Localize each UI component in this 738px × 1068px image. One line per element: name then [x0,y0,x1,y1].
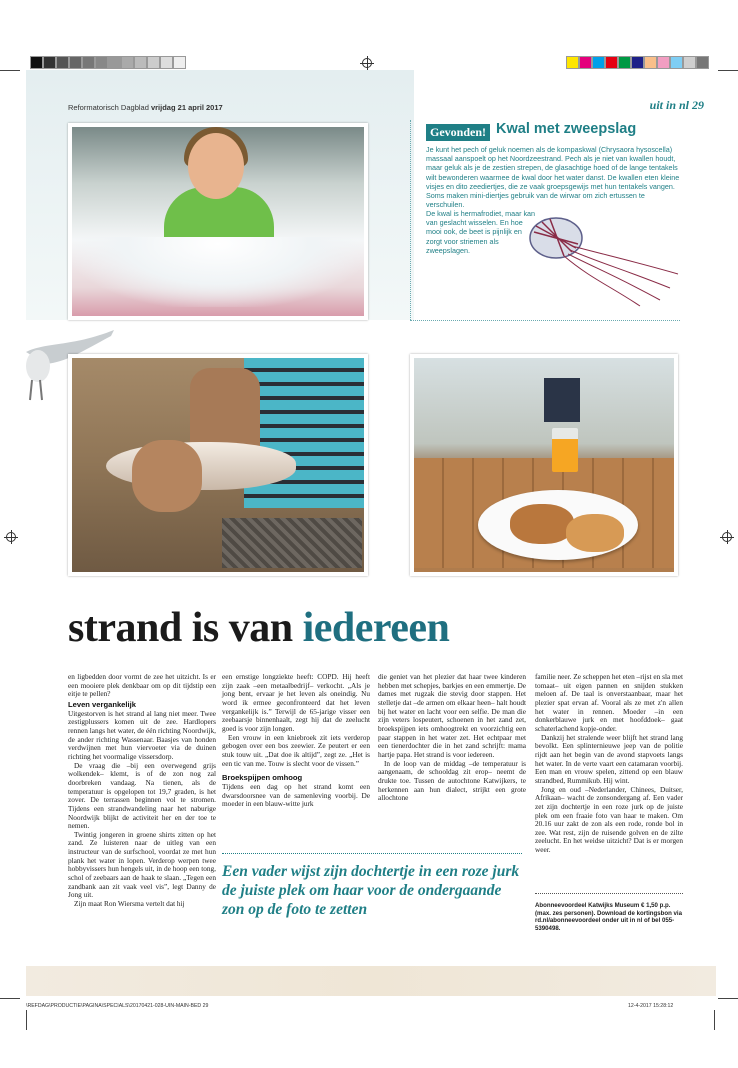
sidebar-divider-vertical [410,120,411,320]
fisherman-shorts [222,518,362,568]
subheading: Broekspijpen omhoog [222,773,303,783]
paragraph: en ligbedden door vormt de zee het uitzicht. Is er een mooiere plek denkbaar om op dit tijdstip een eitje te pellen? [68,672,216,699]
page-number: 29 [692,98,704,112]
registration-mark-top [362,58,372,68]
sidebar-text-2: De kwal is hermafrodiet, maar kan van geslacht wisselen. En hoe mooi ook, de beet is pijnlijk en zorgt voor striemen als zweepslagen. [426,209,536,255]
color-bar [566,56,709,69]
photo-surfer-girl [68,123,368,320]
found-badge: Gevonden! [426,124,490,141]
footer-band [26,966,716,996]
headline-part1: strand is van [68,605,293,651]
jellyfish-tentacles [564,246,678,306]
headline [68,604,449,652]
paragraph: een ernstige longziekte heeft: COPD. Hij heeft zijn zaak –een metaalbedrijf– verkocht. „Als je jong bent, ervaar je het leven als oneindig. Nu word ik ermee geconfronteerd dat het leven vergankelijk is.” Terwijl de 65-jarige visser een zeebaarsje binnenhaalt, zegt hij dat de zeelucht goed is voor zijn longen. [222,672,370,733]
crop-mark [0,70,20,71]
surfer-head [188,133,244,199]
section-name: uit in nl [649,98,689,112]
crop-mark [0,998,20,999]
paragraph: familie neer. Ze scheppen het eten –rijst en sla met tomaat– uit eigen pannen en snijden stukken meloen af. De taal is onverstaanbaar, maar het plezier spat ervan af. Vooral als ze met z'n allen het water in rennen. Moeder –in een donkerblauwe jurk en met hoofddoek– gaat schaterlachend kopje-onder. [535,672,683,733]
fisherman-hand [132,440,202,512]
paragraph: die geniet van het plezier dat haar twee kinderen hebben met schepjes, barkjes en een emmertje. De dames met rugzak die stevig door stappen. Het stelletje dat –de armen om elkaar heen– halt houdt bij het water en lacht voor een selfie. De man die zijn veters lospeutert, schoenen in het zand zet, broekspijpen iets omhoogtrekt en voorzichtig een paar stappen in het water zet. Het echtpaar met een tienerdochter die in het zand schrijft: mama hartje papa. Het strand is voor iedereen. [378,672,526,759]
paragraph: Tijdens een dag op het strand komt een dwarsdoorsnee van de samenleving voorbij. De moeder in een blauw-witte jurk [222,781,370,809]
file-path: \REFDAG\PRODUCTIE\PAGINA\SPECIALS\20170421-028-UIN-MAIN-BED 29 [26,1003,209,1009]
paragraph: Uitgestorven is het strand al lang niet meer. Twee zestigplussers komen uit de zee. Hardlopers rennen langs het water, de één richting Noordwijk, de ander richting Wassenaar. Baasjes van honden verdwijnen met hun viervoeter via de duinen richting het voormalige vissersdorp. [68,708,216,761]
paragraph: Dankzij het stralende weer blijft het strand lang bevolkt. Een splinternieuwe jeep van de politie rijdt aan het begin van de avond stapvoets langs het water. In de verte vaart een catamaran voorbij. Een man en vrouw spelen, zittend op een blauw strandbed, Rummikub. Hij wint. [535,732,683,785]
sidebar-divider-horizontal [410,320,680,321]
paragraph: Jong en oud –Nederlander, Chinees, Duitser, Afrikaan– wacht de zonsondergang af. Een vader zet zijn dochtertje in een roze jurk op de juiste plek om een fraaie foto van haar te maken. Om 20.16 uur zakt de zon als een rode, ronde bol in zee. Wat rest, zijn de ruisende golven en de zilte zeelucht. En het weidse uitzicht? Dat is er morgen weer. [535,784,683,855]
article-column-3 [378,673,526,803]
sidebar-text: Je kunt het pech of geluk noemen als de kompaskwal (Chrysaora hysoscella) massaal aanspoelt op het Noordzeestrand. Pech als je niet van kwallen houdt, maar geluk als je de zestien strepen, de glasachtige hoed of de lange tentakels wilt bewonderen waarmee de kwal door het water danst. De kwallen eten kleine visjes en dito zeediertjes, die ze vaak groepsgewijs met hun tentakels vangen. Soms maken mini-diertjes gebruik van de wirwar om zich ertussen te verschuilen. [426,145,680,210]
info-divider [535,893,683,894]
newspaper-dateline [68,103,223,112]
issue-date: vrijdag 21 april 2017 [150,103,223,112]
subheading: Leven vergankelijk [68,699,136,709]
crop-mark [26,1010,27,1030]
bread-roll [566,514,624,552]
pull-quote: Een vader wijst zijn dochtertje in een roze jurk de juiste plek om haar voor de ondergaande zon op de foto te zetten [222,863,520,918]
grayscale-bar [30,56,186,69]
headline-part2: iedereen [302,605,450,651]
article-column-4 [535,673,683,855]
jellyfish-illustration [520,208,680,308]
photo-beach-breakfast [410,354,678,576]
paragraph: De vraag die –bij een overwegend grijs wolkendek– klemt, is of de zon nog zal doorbreken vandaag. Na tienen, als de temperatuur is opgelopen tot 19,7 graden, is het zover. De terrassen beginnen vol te stromen. Tijdens een strandwandeling naar het naburige Noordwijk blijkt de activiteit her en der toe te nemen. [68,760,216,831]
section-header [650,98,704,113]
print-timestamp: 12-4-2017 15:28:12 [628,1003,674,1009]
paragraph: Zijn maat Ron Wiersma vertelt dat hij [74,899,185,909]
info-box: Abonneevoordeel Katwijks Museum € 1,50 p.p. (max. zes personen). Download de kortingsbon via rd.nl/abonneevoordeel onder uit in nl of bel 055-5390498. [535,902,682,932]
registration-mark-left [6,532,16,542]
bread-roll [510,504,574,544]
sidebar-title: Kwal met zweepslag [496,121,637,137]
paragraph: Een vrouw in een kniebroek zit iets verderop gebogen over een bos zeewier. Ze peutert er een stuk touw uit. „Dat doe ik altijd”, zegt ze. „Het is een tic van me. Touw is slecht voor de vissen.” [222,732,370,768]
article-column-2 [222,673,370,809]
wave-splash [72,237,364,307]
crop-mark [718,70,738,71]
photo-fish-in-hand [68,354,368,576]
beach-sign [544,378,580,422]
newspaper-name: Reformatorisch Dagblad [68,103,149,112]
article-column-1 [68,673,216,909]
registration-mark-right [722,532,732,542]
paragraph: Twintig jongeren in groene shirts zitten op het zand. Ze luisteren naar de uitleg van een instructeur van de surfschool, voordat ze met hun plank het water in lopen. Verderop werpen twee hobbyvissers hun hengels uit, in de hoop een tong, schol of zeebaars aan de haak te slaan. „Tegen een zandbank aan zit vaak veel vis”, legt Danny de Jong uit. [68,829,216,900]
quote-divider [222,853,522,854]
paragraph: In de loop van de middag –de temperatuur is aangenaam, de schooldag zit erop– neemt de drukte toe. Tussen de autochtone Katwijkers, te herkennen aan hun dialect, strijkt een grote allochtone [378,758,526,803]
orange-juice-glass [552,428,578,472]
crop-mark [714,1010,715,1030]
crop-mark [718,998,738,999]
